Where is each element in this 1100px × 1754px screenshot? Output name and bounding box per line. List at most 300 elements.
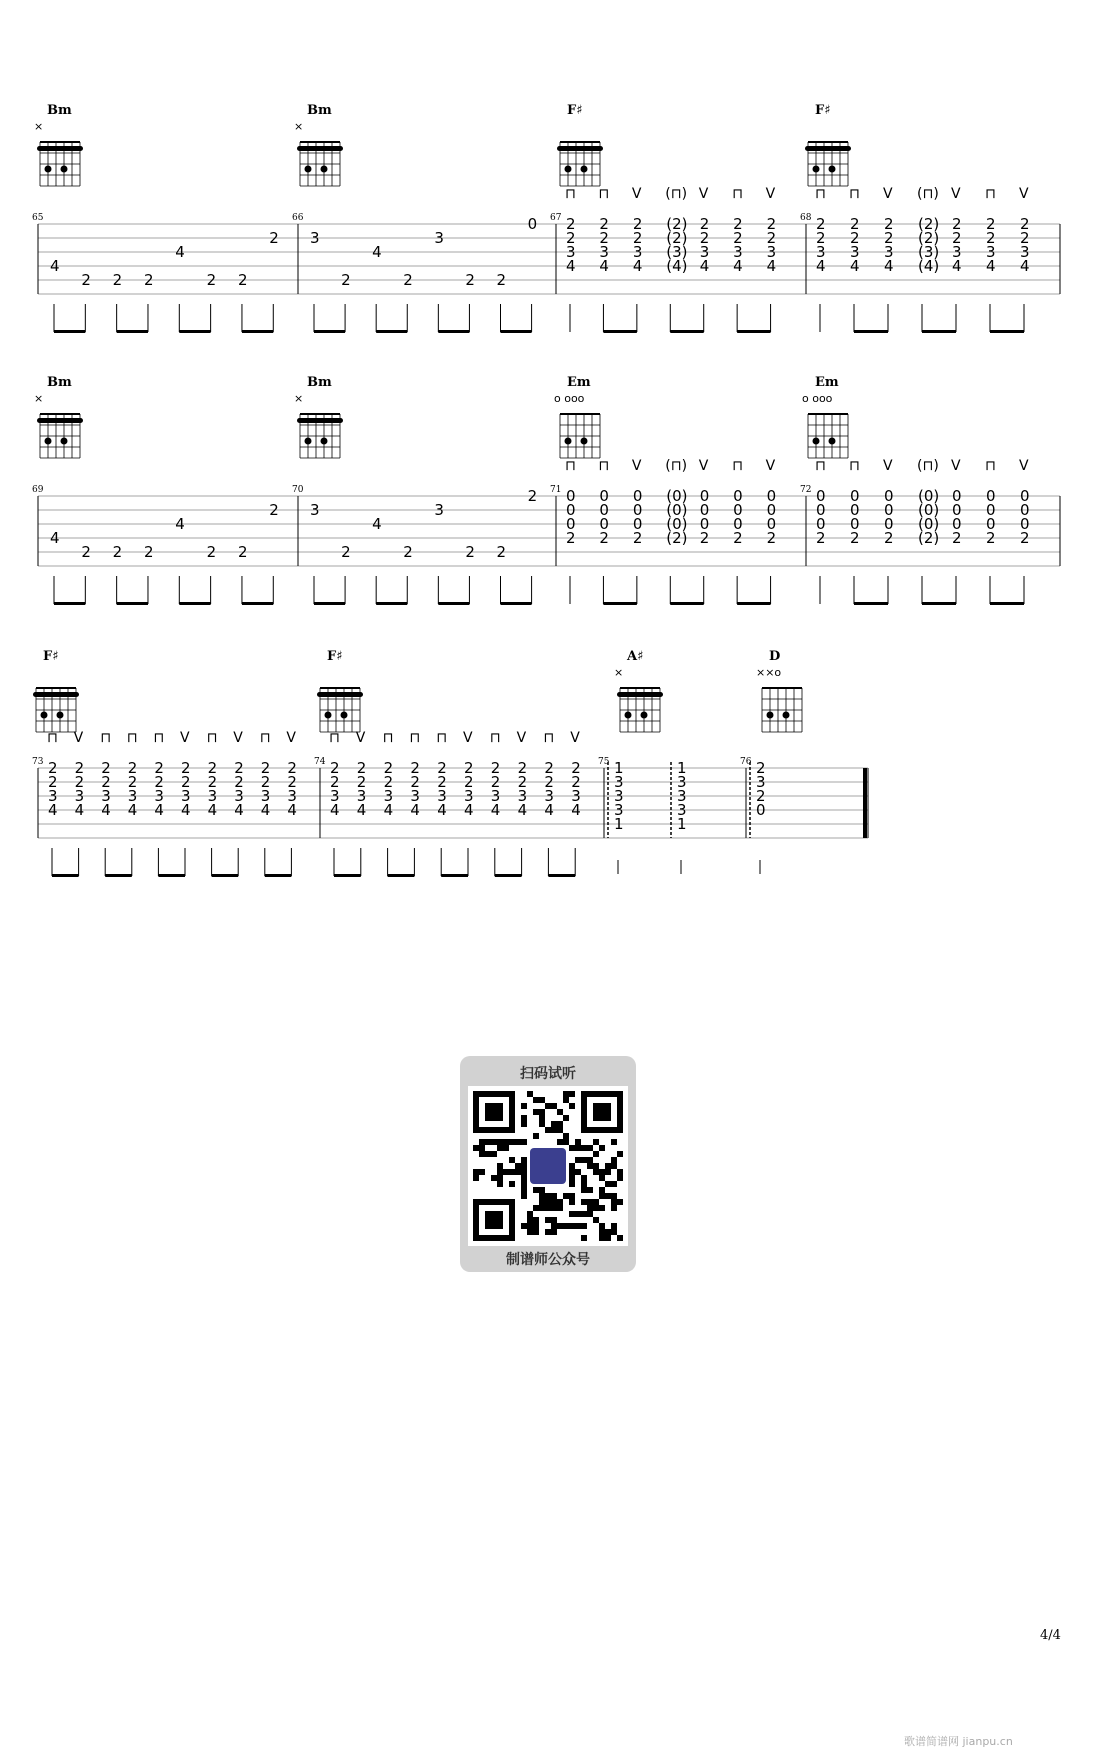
final-bar-line	[863, 768, 867, 838]
tab-chord-note: 4	[850, 257, 860, 275]
tab-note: 2	[496, 543, 507, 561]
qr-code[interactable]	[468, 1086, 628, 1246]
qr-module	[581, 1115, 587, 1121]
tab-chord-note: 0	[952, 487, 962, 505]
qr-module	[569, 1103, 575, 1109]
qr-module	[479, 1091, 485, 1097]
chord-finger-dot	[325, 712, 332, 719]
tab-chord-note: 2	[1020, 529, 1030, 547]
tab-chord-note: 3	[816, 243, 826, 261]
qr-module	[593, 1169, 599, 1175]
stroke-marker: ⊓	[382, 730, 394, 746]
tab-chord-note: 2	[490, 773, 501, 791]
tab-chord-note: 0	[850, 487, 860, 505]
qr-module	[581, 1091, 587, 1097]
tab-chord-note: (2)	[918, 229, 940, 247]
chord-name: F♯	[43, 649, 59, 664]
note-beam	[376, 602, 407, 605]
tab-chord-note: 3	[383, 787, 394, 805]
qr-module	[569, 1223, 575, 1229]
tab-chord-note: 2	[517, 773, 528, 791]
note-beam	[438, 602, 469, 605]
qr-module	[581, 1175, 587, 1181]
chord-muted-marks: o ooo	[554, 392, 585, 405]
chord-name: Bm	[47, 103, 72, 118]
qr-module	[497, 1181, 503, 1187]
note-beam	[548, 874, 575, 877]
tab-chord-note: 0	[599, 501, 609, 519]
tab-chord-note: 3	[677, 787, 687, 805]
tab-chord-note: 2	[383, 773, 394, 791]
chord-barre	[805, 146, 851, 151]
qr-module	[473, 1235, 479, 1241]
qr-module	[485, 1091, 491, 1097]
tab-note: 4	[50, 529, 60, 547]
tab-chord-note: 4	[733, 257, 743, 275]
qr-module	[605, 1193, 611, 1199]
tab-chord-note: 4	[816, 257, 826, 275]
chord-finger-dot	[45, 438, 52, 445]
qr-module	[593, 1091, 599, 1097]
tab-chord-note: 0	[699, 487, 710, 505]
qr-module	[617, 1151, 623, 1157]
qr-module	[617, 1175, 623, 1181]
qr-module	[497, 1139, 503, 1145]
qr-module	[563, 1097, 569, 1103]
stroke-marker: ⊓	[259, 730, 271, 746]
chord-finger-dot	[57, 712, 64, 719]
qr-module	[479, 1169, 485, 1175]
qr-module	[617, 1115, 623, 1121]
chord-finger-dot	[321, 166, 328, 173]
tab-chord-note: 0	[884, 501, 894, 519]
stroke-marker: ⊓	[153, 730, 165, 746]
tab-chord-note: 3	[699, 243, 710, 261]
qr-module	[545, 1229, 551, 1235]
qr-module	[563, 1193, 569, 1199]
tab-chord-note: 2	[207, 759, 218, 777]
note-beam	[314, 330, 345, 333]
qr-module	[527, 1223, 533, 1229]
tab-chord-note: 2	[330, 773, 340, 791]
qr-module	[617, 1097, 623, 1103]
chord-barre	[557, 146, 603, 151]
tab-chord-note: 2	[154, 759, 164, 777]
qr-module	[485, 1151, 491, 1157]
tab-chord-note: 4	[699, 257, 710, 275]
qr-module	[539, 1199, 545, 1205]
tab-chord-note: 0	[766, 515, 777, 533]
qr-module	[509, 1115, 515, 1121]
tab-chord-note: 4	[207, 801, 218, 819]
qr-module	[479, 1199, 485, 1205]
tab-chord-note: 2	[101, 759, 111, 777]
qr-module	[551, 1121, 557, 1127]
qr-module	[497, 1163, 503, 1169]
tab-chord-note: 2	[287, 773, 297, 791]
stroke-marker: ⊓	[598, 458, 610, 474]
qr-module	[569, 1169, 575, 1175]
tab-note: 3	[434, 501, 444, 519]
tab-chord-note: 0	[599, 487, 609, 505]
qr-module	[491, 1151, 497, 1157]
chord-muted-marks: ××o	[756, 666, 782, 679]
tab-chord-note: 3	[154, 787, 164, 805]
tab-chord-note: 0	[952, 515, 962, 533]
qr-module	[479, 1145, 485, 1151]
tab-chord-note: 2	[1020, 215, 1030, 233]
qr-module	[593, 1205, 599, 1211]
tab-chord-note: 0	[632, 515, 643, 533]
qr-module	[473, 1211, 479, 1217]
tab-note: 0	[527, 215, 538, 233]
qr-module	[575, 1211, 581, 1217]
tab-chord-note: 3	[234, 787, 244, 805]
qr-module	[599, 1145, 605, 1151]
stroke-marker: V	[570, 730, 580, 746]
qr-module	[593, 1217, 599, 1223]
chord-barre	[37, 418, 83, 423]
qr-module	[533, 1229, 539, 1235]
qr-module	[533, 1187, 539, 1193]
chord-name: F♯	[815, 103, 831, 118]
qr-module	[599, 1103, 605, 1109]
tab-note: 3	[434, 229, 444, 247]
qr-module	[509, 1229, 515, 1235]
qr-module	[569, 1163, 575, 1169]
tab-chord-note: 4	[287, 801, 297, 819]
stroke-marker: ⊓	[565, 458, 576, 474]
measure-number: 66	[292, 213, 304, 223]
tab-chord-note: 3	[884, 243, 894, 261]
tab-chord-note: 2	[207, 773, 218, 791]
qr-module	[473, 1217, 479, 1223]
tab-chord-note: 2	[330, 759, 340, 777]
tab-note: 2	[403, 271, 413, 289]
tab-chord-note: 0	[766, 501, 777, 519]
tab-chord-note: (0)	[666, 515, 688, 533]
tab-chord-note: 4	[181, 801, 191, 819]
chord-barre	[297, 146, 343, 151]
note-beam	[179, 330, 210, 333]
qr-module	[557, 1205, 563, 1211]
stroke-marker: V	[355, 730, 366, 746]
qr-module	[521, 1181, 527, 1187]
qr-module	[581, 1121, 587, 1127]
tab-note: 2	[81, 543, 91, 561]
tab-chord-note: 2	[599, 529, 609, 547]
qr-module	[503, 1091, 509, 1097]
qr-module	[509, 1211, 515, 1217]
qr-module	[539, 1097, 545, 1103]
qr-module	[509, 1091, 515, 1097]
tab-chord-note: 0	[986, 487, 996, 505]
tab-chord-note: 2	[383, 759, 394, 777]
tab-chord-note: 0	[986, 515, 996, 533]
tab-chord-note: 0	[816, 515, 826, 533]
chord-name: F♯	[567, 103, 583, 118]
measure-number: 72	[800, 485, 812, 495]
chord-barre	[317, 692, 363, 697]
note-beam	[117, 602, 148, 605]
qr-module	[485, 1103, 491, 1109]
qr-module	[587, 1157, 593, 1163]
stroke-marker: ⊓	[565, 186, 576, 202]
chord-finger-dot	[783, 712, 790, 719]
qr-module	[509, 1235, 515, 1241]
qr-module	[503, 1199, 509, 1205]
tab-note: 2	[269, 501, 279, 519]
qr-module	[503, 1145, 509, 1151]
tab-chord-note: 2	[733, 229, 743, 247]
tab-chord-note: 1	[677, 759, 687, 777]
stroke-marker: ⊓	[100, 730, 112, 746]
chord-name: Em	[567, 375, 591, 390]
qr-module	[521, 1157, 527, 1163]
qr-module	[551, 1199, 557, 1205]
qr-module	[509, 1157, 515, 1163]
tab-chord-note: 2	[437, 759, 447, 777]
tab-chord-note: 2	[48, 759, 58, 777]
qr-module	[605, 1235, 611, 1241]
tab-chord-note: 2	[566, 215, 576, 233]
chord-finger-dot	[45, 166, 52, 173]
tab-note: 3	[310, 501, 320, 519]
chord-muted-marks: ×	[34, 120, 44, 133]
qr-module	[551, 1205, 557, 1211]
tab-chord-note: 3	[614, 787, 624, 805]
qr-module	[485, 1109, 491, 1115]
tab-chord-note: (3)	[666, 243, 688, 261]
note-beam	[314, 602, 345, 605]
tab-chord-note: 3	[181, 787, 191, 805]
qr-module	[497, 1145, 503, 1151]
qr-module	[473, 1223, 479, 1229]
measure-number: 68	[800, 213, 812, 223]
stroke-marker: V	[631, 458, 642, 474]
qr-module	[551, 1217, 557, 1223]
tab-chord-note: 2	[952, 229, 962, 247]
tab-chord-note: (0)	[666, 501, 688, 519]
qr-module	[611, 1205, 617, 1211]
tab-chord-note: 2	[632, 215, 643, 233]
qr-module	[533, 1109, 539, 1115]
tab-chord-note: 2	[566, 229, 576, 247]
tab-chord-note: 4	[490, 801, 501, 819]
tab-chord-note: 3	[632, 243, 643, 261]
tab-chord-note: 0	[884, 515, 894, 533]
qr-module	[515, 1139, 521, 1145]
tab-chord-note: 2	[410, 759, 420, 777]
tab-note: 3	[310, 229, 320, 247]
note-beam	[242, 602, 273, 605]
qr-module	[563, 1115, 569, 1121]
qr-module	[473, 1127, 479, 1133]
qr-module	[599, 1223, 605, 1229]
tab-chord-note: 3	[207, 787, 218, 805]
qr-module	[509, 1217, 515, 1223]
tab-chord-note: 2	[699, 529, 710, 547]
qr-module	[503, 1169, 509, 1175]
qr-module	[587, 1211, 593, 1217]
note-beam	[501, 330, 532, 333]
tab-chord-note: 2	[127, 759, 138, 777]
stroke-marker: V	[883, 458, 893, 474]
qr-module	[575, 1139, 581, 1145]
tab-chord-note: 4	[566, 257, 576, 275]
chord-finger-dot	[565, 438, 572, 445]
note-beam	[265, 874, 292, 877]
qr-subtitle: 制谱师公众号	[506, 1252, 590, 1268]
qr-module	[473, 1169, 479, 1175]
tab-chord-note: 4	[986, 257, 996, 275]
tab-chord-note: 4	[571, 801, 581, 819]
qr-module	[557, 1139, 563, 1145]
qr-module	[599, 1175, 605, 1181]
qr-module	[569, 1181, 575, 1187]
qr-module	[527, 1217, 533, 1223]
tab-chord-note: 3	[74, 787, 85, 805]
qr-module	[473, 1091, 479, 1097]
chord-muted-marks: o ooo	[802, 392, 833, 405]
tab-note: 2	[206, 271, 217, 289]
note-beam	[495, 874, 522, 877]
chord-finger-dot	[625, 712, 632, 719]
qr-module	[521, 1163, 527, 1169]
qr-module	[563, 1139, 569, 1145]
qr-module	[605, 1169, 611, 1175]
stroke-marker: ⊓	[329, 730, 340, 746]
qr-module	[557, 1199, 563, 1205]
qr-module	[599, 1115, 605, 1121]
tab-chord-note: 0	[816, 487, 826, 505]
chord-finger-dot	[829, 166, 836, 173]
qr-module	[611, 1139, 617, 1145]
chord-muted-marks: ×	[34, 392, 44, 405]
tab-chord-note: 3	[733, 243, 743, 261]
tab-chord-note: 2	[356, 759, 367, 777]
tab-chord-note: 2	[599, 229, 609, 247]
tab-chord-note: 1	[677, 815, 687, 833]
qr-module	[605, 1109, 611, 1115]
qr-module	[497, 1103, 503, 1109]
qr-module	[569, 1199, 575, 1205]
stroke-marker: V	[1019, 186, 1029, 202]
qr-module	[503, 1139, 509, 1145]
stroke-marker: ⊓	[409, 730, 421, 746]
qr-module	[599, 1187, 605, 1193]
qr-module	[581, 1211, 587, 1217]
qr-module	[557, 1109, 563, 1115]
qr-module	[497, 1091, 503, 1097]
stroke-marker: V	[1019, 458, 1029, 474]
qr-module	[509, 1127, 515, 1133]
qr-module	[581, 1157, 587, 1163]
tab-chord-note: 3	[677, 801, 687, 819]
tab-chord-note: 2	[154, 773, 164, 791]
stroke-marker: V	[698, 458, 709, 474]
qr-module	[587, 1187, 593, 1193]
stroke-marker: V	[951, 458, 961, 474]
qr-module	[569, 1175, 575, 1181]
qr-module	[485, 1115, 491, 1121]
tab-chord-note: 1	[614, 759, 624, 777]
tab-chord-note: (2)	[666, 529, 688, 547]
qr-module	[491, 1109, 497, 1115]
qr-module	[479, 1127, 485, 1133]
chord-muted-marks: ×	[294, 120, 304, 133]
qr-module	[581, 1097, 587, 1103]
qr-module	[521, 1103, 527, 1109]
qr-title: 扫码试听	[520, 1066, 576, 1082]
stroke-marker: V	[883, 186, 893, 202]
qr-module	[485, 1139, 491, 1145]
qr-module	[599, 1229, 605, 1235]
qr-module	[533, 1205, 539, 1211]
tab-chord-note: 2	[566, 529, 576, 547]
qr-module	[581, 1235, 587, 1241]
note-beam	[603, 602, 636, 605]
tab-chord-note: 2	[816, 215, 826, 233]
tab-note: 2	[206, 543, 217, 561]
stroke-marker: V	[765, 186, 776, 202]
measure-number: 73	[32, 757, 44, 767]
tab-chord-note: (4)	[918, 257, 940, 275]
qr-module	[485, 1217, 491, 1223]
tab-note: 2	[143, 543, 154, 561]
qr-module	[521, 1139, 527, 1145]
page-number: 4/4	[1040, 1628, 1061, 1643]
qr-module	[599, 1193, 605, 1199]
tab-chord-note: 0	[733, 487, 743, 505]
chord-name: Bm	[47, 375, 72, 390]
tab-chord-note: 3	[571, 787, 581, 805]
tab-chord-note: (0)	[918, 515, 940, 533]
tab-chord-note: 0	[632, 501, 643, 519]
stroke-marker: ⊓	[47, 730, 58, 746]
measure-number: 67	[550, 213, 562, 223]
tab-chord-note: 3	[756, 773, 766, 791]
qr-module	[497, 1211, 503, 1217]
qr-module	[539, 1187, 545, 1193]
tab-chord-note: 3	[464, 787, 474, 805]
tab-chord-note: 0	[566, 487, 576, 505]
tab-chord-note: 0	[850, 515, 860, 533]
qr-module	[491, 1223, 497, 1229]
tab-chord-note: 4	[544, 801, 554, 819]
stroke-marker: V	[233, 730, 243, 746]
tab-chord-note: 4	[410, 801, 420, 819]
qr-module	[497, 1175, 503, 1181]
tab-chord-note: 2	[632, 229, 643, 247]
qr-module	[479, 1139, 485, 1145]
qr-module	[473, 1229, 479, 1235]
tab-chord-note: 2	[850, 215, 860, 233]
note-beam	[990, 330, 1024, 333]
tab-chord-note: 4	[330, 801, 340, 819]
stroke-marker: V	[286, 730, 296, 746]
note-beam	[737, 330, 770, 333]
tab-chord-note: (0)	[666, 487, 688, 505]
note-beam	[388, 874, 415, 877]
qr-module	[485, 1127, 491, 1133]
qr-module	[497, 1109, 503, 1115]
tab-chord-note: (2)	[666, 215, 688, 233]
qr-module	[617, 1235, 623, 1241]
qr-code-image	[468, 1086, 628, 1246]
qr-module	[491, 1139, 497, 1145]
tab-chord-note: 0	[1020, 501, 1030, 519]
